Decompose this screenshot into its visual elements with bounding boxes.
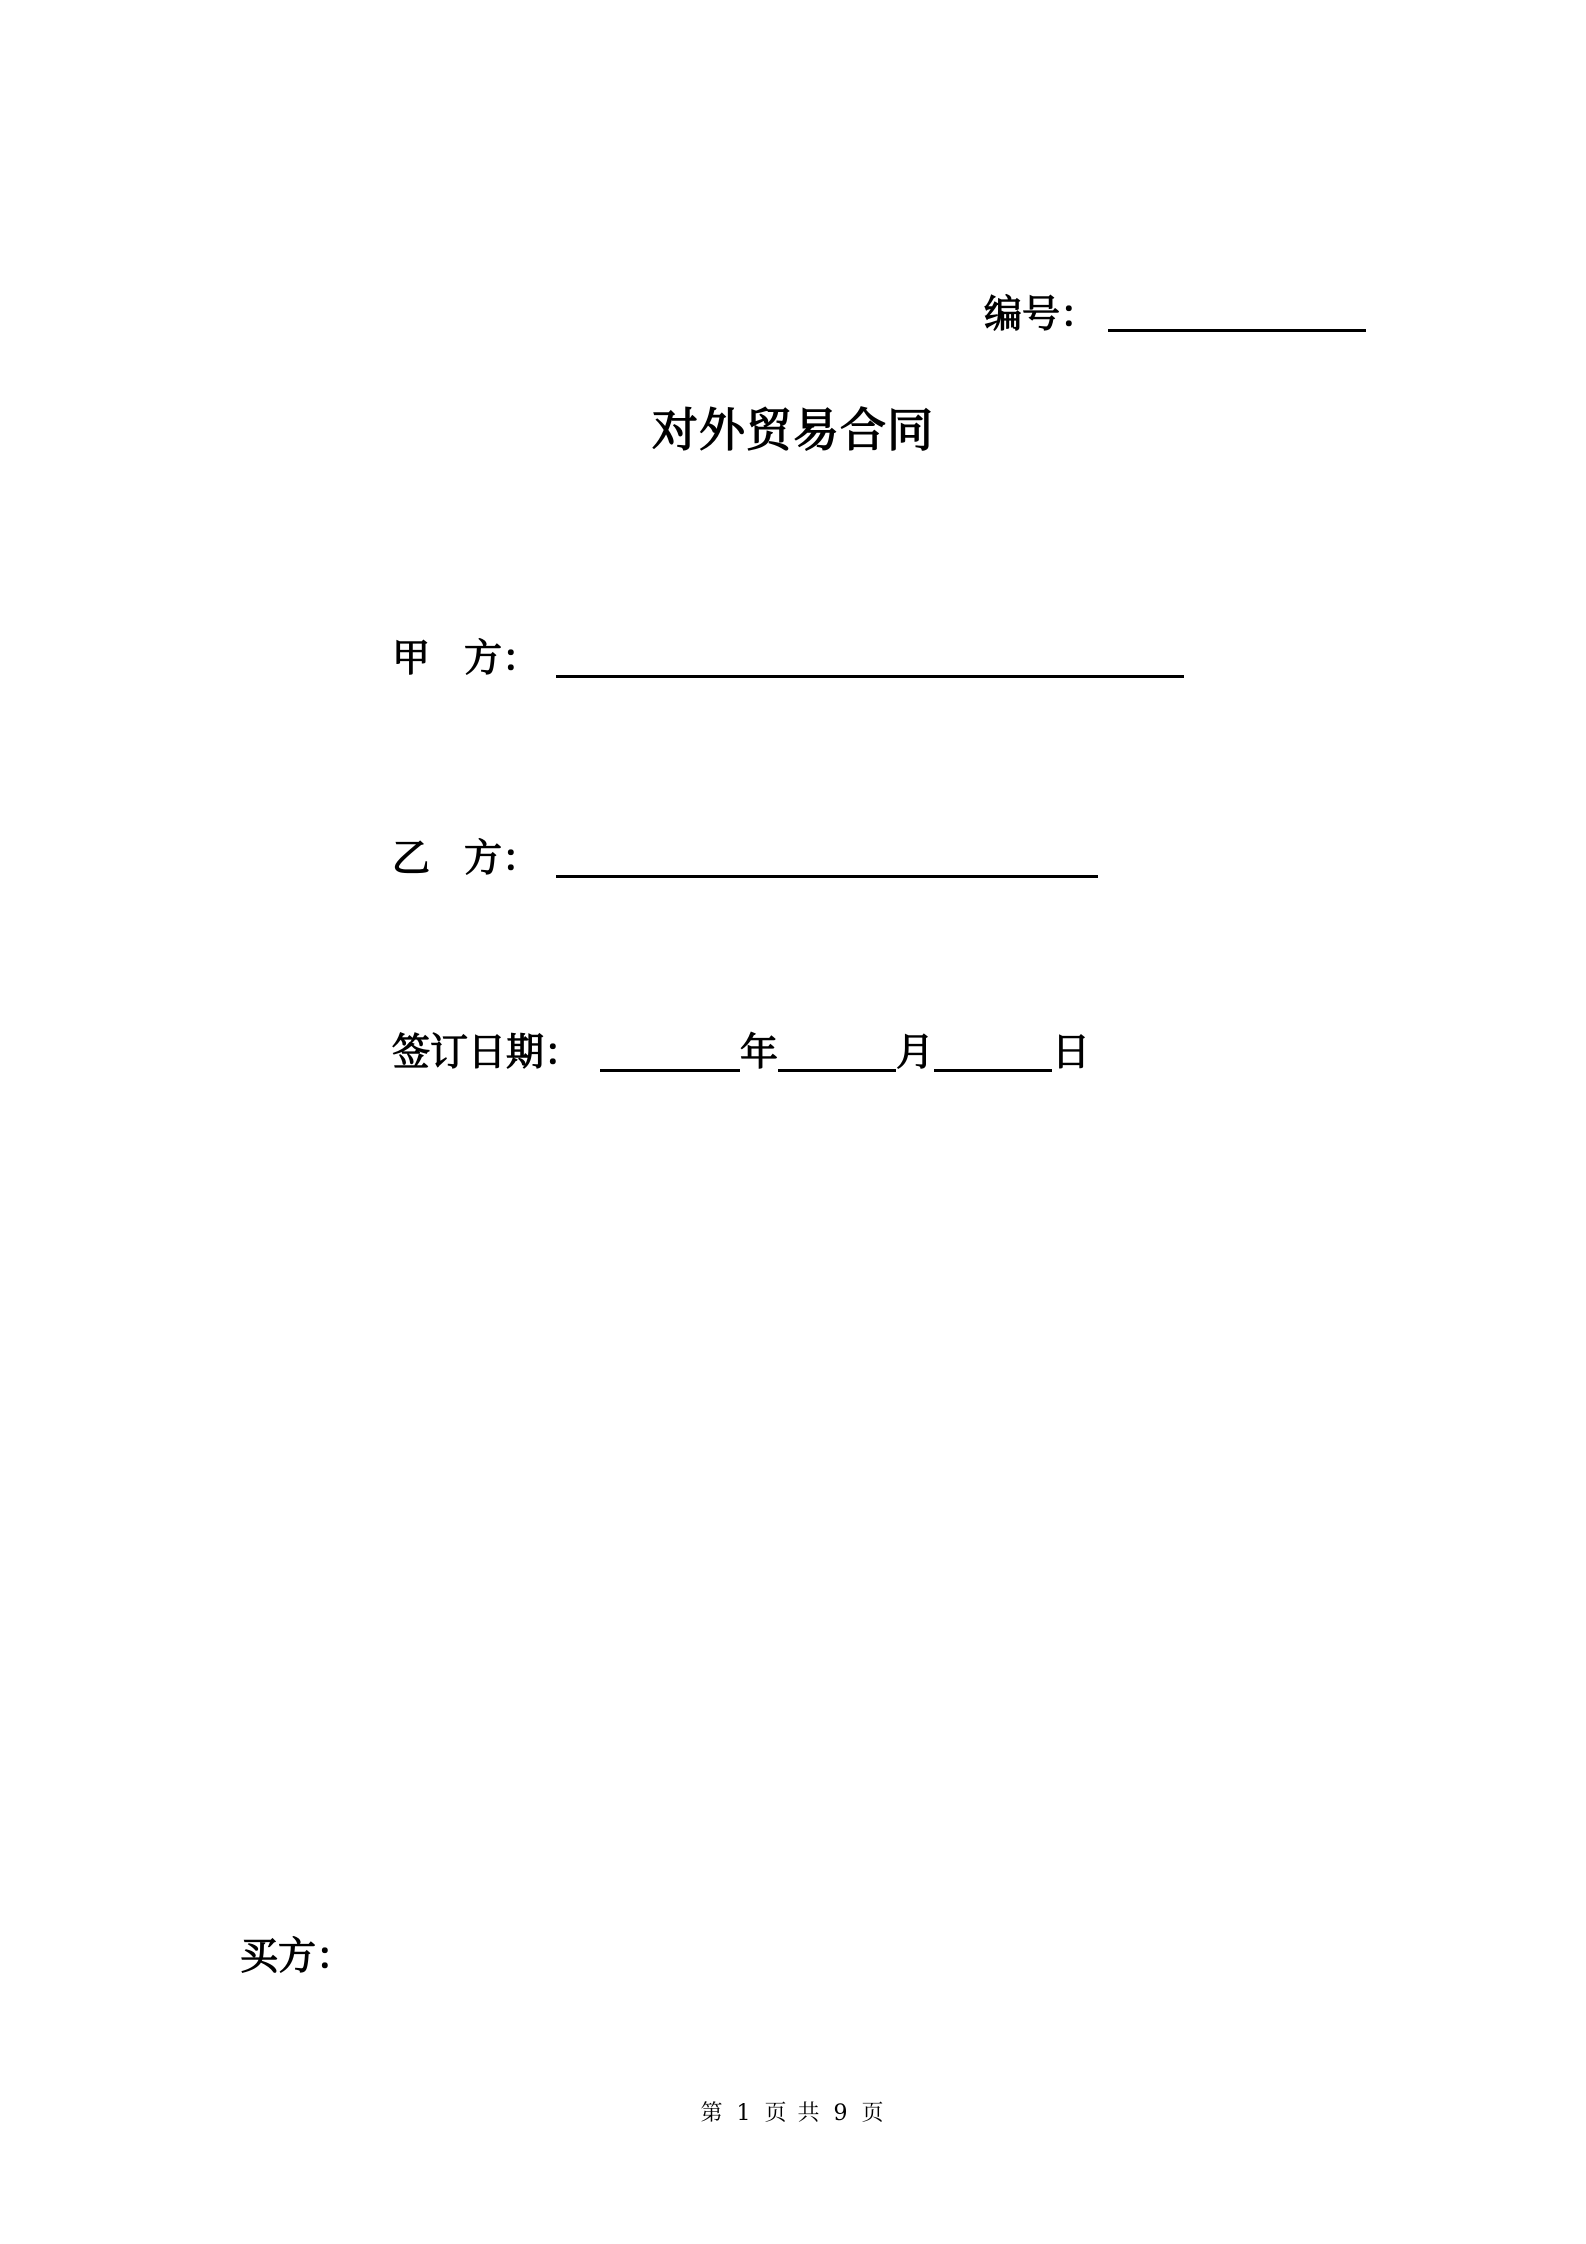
party-a-blank[interactable] bbox=[556, 675, 1184, 678]
party-b-label-char: 乙 bbox=[392, 836, 431, 880]
sign-date-month-blank[interactable] bbox=[778, 1069, 896, 1072]
footer-total-pages: 9 bbox=[833, 2101, 850, 2126]
sign-date-year-blank[interactable] bbox=[600, 1069, 740, 1072]
footer-suffix: 页 bbox=[861, 2101, 886, 2126]
party-a-label-char: 甲 bbox=[392, 636, 431, 680]
footer-prefix: 第 bbox=[700, 2101, 725, 2126]
sign-date-month-label: 月 bbox=[896, 1030, 935, 1074]
contract-number-blank[interactable] bbox=[1108, 329, 1366, 332]
sign-date-field bbox=[392, 1022, 1090, 1082]
footer-middle: 页 共 bbox=[764, 2101, 822, 2126]
sign-date-year-label: 年 bbox=[740, 1030, 779, 1074]
contract-number-label: 编号： bbox=[983, 292, 1098, 336]
contract-number-field bbox=[984, 286, 1366, 342]
party-a-field bbox=[392, 628, 1184, 688]
footer-current-page: 1 bbox=[736, 2101, 753, 2126]
party-a-label: 方： bbox=[464, 636, 541, 680]
party-b-blank[interactable] bbox=[556, 875, 1098, 878]
buyer-label: 买方： bbox=[240, 1934, 355, 1978]
page-footer bbox=[0, 2098, 1586, 2130]
sign-date-day-blank[interactable] bbox=[934, 1069, 1052, 1072]
party-b-label: 方： bbox=[464, 836, 541, 880]
sign-date-label: 签订日期： bbox=[392, 1030, 583, 1074]
sign-date-day-label: 日 bbox=[1052, 1030, 1091, 1074]
document-title: 对外贸易合同 bbox=[652, 403, 934, 457]
party-b-field bbox=[392, 828, 1098, 888]
